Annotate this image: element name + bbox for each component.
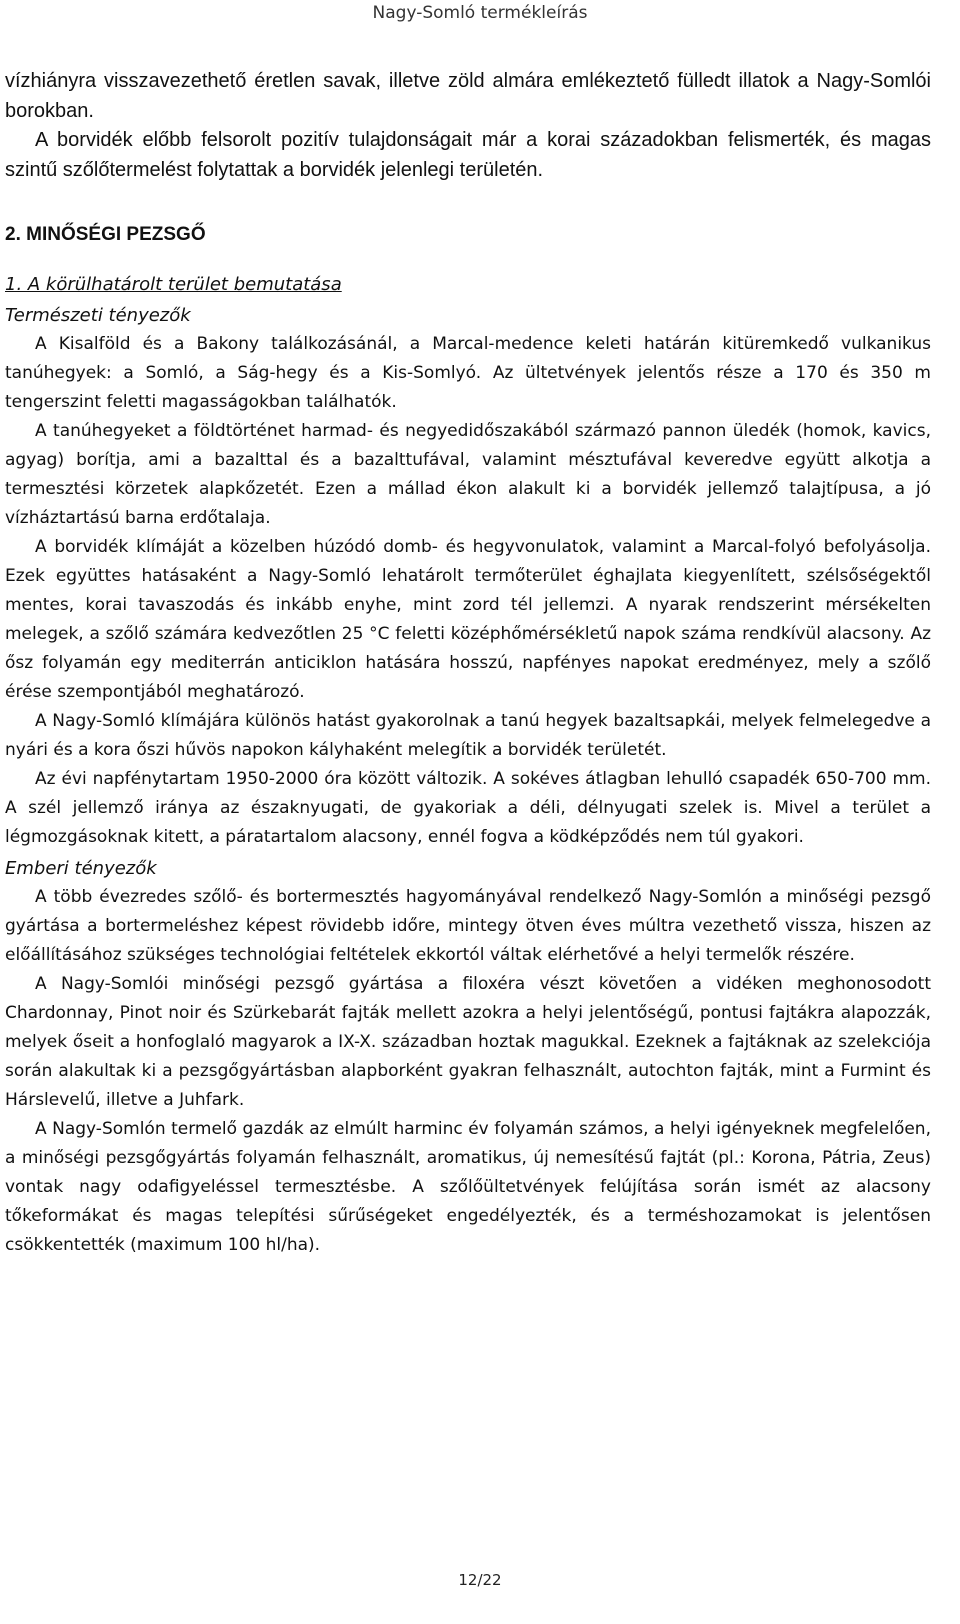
human-factors-paragraph: A Nagy-Somlói minőségi pezsgő gyártása a filoxéra vészt követően a vidéken meghonosodott Chardonnay, Pinot noir és Szürkebarát fajták mellett azokra a helyi jelentőségű, pontusi fajtákra alapozzák, melyek őseit a honfoglaló magyarok a IX-X. században hoztak magukkal. Ezeknek a fajtáknak az szelekciója során alakultak ki a pezsgőgyártásban alapborként gyakran felhasznált, autochton fajták, mint a Furmint és Hárslevelű, illetve a Juhfark. bbox=[5, 974, 931, 1110]
natural-factors-paragraph: A Nagy-Somló klímájára különös hatást gyakorolnak a tanú hegyek bazaltsapkái, melyek felmelegedve a nyári és a kora őszi hűvös napokon kályhaként melegítik a borvidék területét. bbox=[5, 711, 931, 760]
intro-block bbox=[5, 67, 931, 185]
natural-factors-paragraph: A borvidék klímáját a közelben húzódó domb- és hegyvonulatok, valamint a Marcal-folyó befolyásolja. Ezek együttes hatásaként a Nagy-Somló lehatárolt termőterület éghajlata kiegyenlített, szélsőségektől mentes, korai tavaszodás és inkább enyhe, mint zord tél jellemzi. A nyarak rendszerint mérsékelten melegek, a szőlő számára kedvezőtlen 25 °C feletti középhőmérsékletű napok száma rendkívül alacsony. Az ősz folyamán egy mediterrán anticiklon hatására hosszú, napfényes napokat eredményez, mely a szőlő érése szempontjából meghatározó. bbox=[5, 537, 931, 702]
section-heading: 2. MINŐSÉGI PEZSGŐ bbox=[5, 224, 206, 245]
human-factors-title: Emberi tényezők bbox=[5, 858, 157, 879]
page-content bbox=[5, 67, 931, 1260]
running-header: Nagy-Somló termékleírás bbox=[372, 3, 588, 23]
natural-factors-paragraph: A tanúhegyeket a földtörténet harmad- és negyedidőszakából származó pannon üledék (homok, kavics, agyag) borítja, ami a bazalttal és a bazalttufával, valamint mésztufával keveredve együtt alkotja a termesztési körzetek alapkőzetét. Ezen a mállad ékon alakult ki a borvidék jellemző talajtípusa, a jó vízháztartású barna erdőtalaja. bbox=[5, 421, 931, 528]
page-number: 12/22 bbox=[458, 1571, 502, 1589]
human-factors-section bbox=[5, 854, 931, 1260]
natural-factors-paragraph: A Kisalföld és a Bakony találkozásánál, a Marcal-medence keleti határán kitüremkedő vulkanikus tanúhegyek: a Somló, a Ság-hegy és a Kis-Somlyó. Az ültetvények jelentős része a 170 és 350 m tengerszint feletti magasságokban találhatók. bbox=[5, 334, 931, 412]
intro-paragraph: vízhiányra visszavezethető éretlen savak, illetve zöld almára emlékeztető fülledt illatok a Nagy-Somlói borokban. bbox=[5, 70, 931, 122]
natural-factors-section bbox=[5, 301, 931, 852]
human-factors-paragraph: A több évezredes szőlő- és bortermesztés hagyományával rendelkező Nagy-Somlón a minőségi pezsgő gyártása a bortermeléshez képest rövidebb időre, mintegy ötven éves múltra vezethető vissza, hiszen az előállításához szükséges technológiai feltételek ekkortól váltak elérhetővé a helyi termelők részére. bbox=[5, 887, 931, 965]
human-factors-paragraph: A Nagy-Somlón termelő gazdák az elmúlt harminc év folyamán számos, a helyi igényeknek megfelelően, a minőségi pezsgőgyártás folyamán felhasznált, aromatikus, új nemesítésű fajtát (pl.: Korona, Pátria, Zeus) vontak nagy odafigyeléssel termesztésbe. A szőlőültetvények felújítása során ismét az alacsony tőkeformákat és magas telepítési sűrűségeket engedélyezték, és a terméshozamokat is jelentősen csökkentették (maximum 100 hl/ha). bbox=[5, 1119, 931, 1255]
intro-paragraph: A borvidék előbb felsorolt pozitív tulajdonságait már a korai századokban felismerték, és magas szintű szőlőtermelést folytattak a borvidék jelenlegi területén. bbox=[5, 129, 931, 181]
natural-factors-title: Természeti tényezők bbox=[5, 305, 191, 326]
subsection-heading: 1. A körülhatárolt terület bemutatása bbox=[5, 274, 342, 295]
natural-factors-paragraph: Az évi napfénytartam 1950-2000 óra között változik. A sokéves átlagban lehulló csapadék 650-700 mm. A szél jellemző iránya az északnyugati, de gyakoriak a déli, délnyugati szelek is. Mivel a terület a légmozgásoknak kitett, a páratartalom alacsony, ennél fogva a ködképződés nem túl gyakori. bbox=[5, 769, 931, 847]
